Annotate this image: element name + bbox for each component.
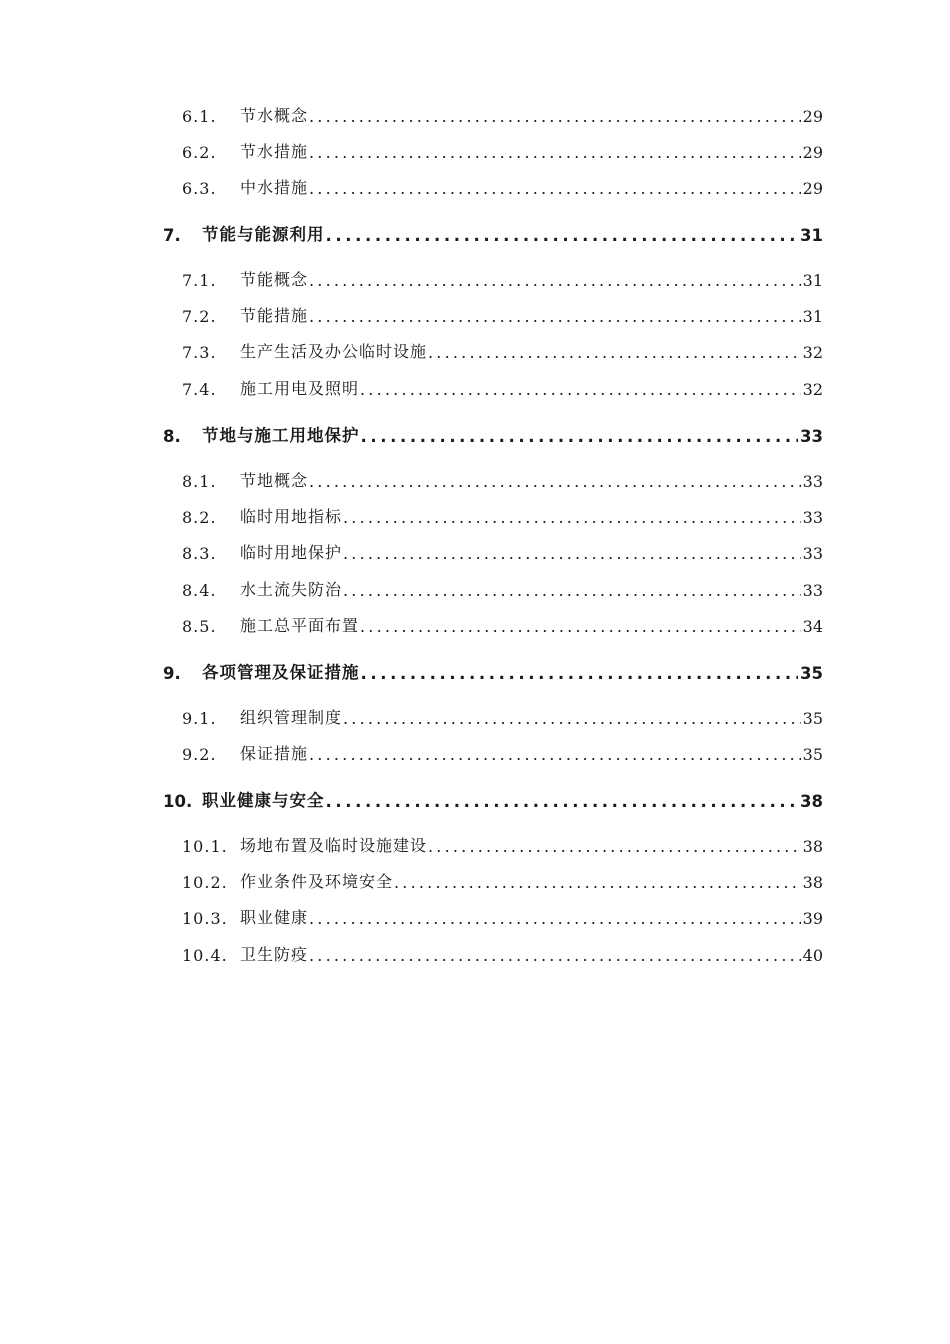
toc-entry-title: 场地布置及临时设施建设 (240, 836, 428, 855)
toc-entry-number: 9.1. (182, 709, 217, 728)
toc-leader-dots (343, 508, 801, 527)
toc-leader-dots (309, 472, 801, 491)
toc-entry-number: 6.3. (182, 179, 217, 198)
toc-leader-dots (360, 617, 801, 636)
toc-entry-number: 10.4. (182, 946, 228, 965)
toc-entry-title: 节能措施 (240, 306, 309, 325)
toc-entry-number: 10.2. (182, 873, 228, 892)
toc-entry-page-number: 35 (802, 745, 823, 764)
toc-entry-page-number: 40 (802, 946, 823, 965)
toc-entry-number: 7. (163, 226, 181, 245)
toc-leader-dots (326, 792, 799, 811)
toc-entry-title: 水土流失防治 (240, 580, 343, 599)
toc-entry-title: 各项管理及保证措施 (202, 663, 360, 682)
toc-leader-dots (309, 143, 801, 162)
toc-entry-page-number: 31 (802, 307, 823, 326)
toc-section-entry[interactable] (182, 373, 823, 399)
toc-entry-number: 6.2. (182, 143, 217, 162)
toc-entry-number: 8. (163, 427, 181, 446)
toc-leader-dots (309, 179, 801, 198)
toc-section-entry[interactable] (182, 866, 823, 892)
toc-entry-number: 9. (163, 664, 181, 683)
toc-entry-page-number: 29 (802, 143, 823, 162)
toc-entry-number: 8.2. (182, 508, 217, 527)
toc-entry-title: 卫生防疫 (240, 945, 309, 964)
toc-entry-number: 10. (163, 792, 193, 811)
toc-section-entry[interactable] (182, 702, 823, 728)
toc-entry-title: 生产生活及办公临时设施 (240, 342, 428, 361)
toc-chapter-entry[interactable] (163, 420, 823, 446)
toc-entry-number: 7.3. (182, 343, 217, 362)
toc-leader-dots (309, 271, 801, 290)
toc-entry-page-number: 35 (802, 709, 823, 728)
toc-leader-dots (361, 427, 799, 446)
toc-entry-page-number: 33 (802, 581, 823, 600)
toc-entry-title: 临时用地指标 (240, 507, 343, 526)
toc-entry-number: 7.4. (182, 380, 217, 399)
toc-entry-title: 节水概念 (240, 106, 309, 125)
toc-entry-page-number: 33 (800, 427, 823, 446)
toc-leader-dots (343, 581, 801, 600)
toc-section-entry[interactable] (182, 537, 823, 563)
toc-section-entry[interactable] (182, 136, 823, 162)
toc-entry-title: 施工总平面布置 (240, 616, 360, 635)
toc-entry-page-number: 33 (802, 508, 823, 527)
toc-entry-page-number: 34 (802, 617, 823, 636)
toc-section-entry[interactable] (182, 465, 823, 491)
toc-entry-title: 保证措施 (240, 744, 309, 763)
toc-entry-page-number: 38 (802, 837, 823, 856)
toc-entry-number: 6.1. (182, 107, 217, 126)
toc-section-entry[interactable] (182, 610, 823, 636)
toc-entry-page-number: 31 (802, 271, 823, 290)
toc-leader-dots (309, 307, 801, 326)
toc-entry-page-number: 38 (802, 873, 823, 892)
toc-entry-title: 作业条件及环境安全 (240, 872, 394, 891)
toc-leader-dots (309, 107, 801, 126)
toc-entry-page-number: 32 (802, 343, 823, 362)
toc-leader-dots (309, 946, 801, 965)
toc-entry-title: 职业健康 (240, 908, 309, 927)
toc-entry-page-number: 38 (800, 792, 823, 811)
toc-entry-title: 组织管理制度 (240, 708, 343, 727)
toc-entry-page-number: 32 (802, 380, 823, 399)
toc-leader-dots (428, 343, 801, 362)
toc-section-entry[interactable] (182, 300, 823, 326)
toc-section-entry[interactable] (182, 501, 823, 527)
toc-entry-page-number: 33 (802, 544, 823, 563)
toc-chapter-entry[interactable] (163, 219, 823, 245)
toc-leader-dots (394, 873, 801, 892)
toc-entry-page-number: 31 (800, 226, 823, 245)
toc-section-entry[interactable] (182, 830, 823, 856)
toc-entry-number: 8.3. (182, 544, 217, 563)
toc-entry-number: 7.1. (182, 271, 217, 290)
toc-leader-dots (343, 544, 801, 563)
toc-leader-dots (343, 709, 801, 728)
toc-entry-number: 9.2. (182, 745, 217, 764)
toc-entry-number: 10.3. (182, 909, 228, 928)
toc-entry-title: 节能概念 (240, 270, 309, 289)
toc-chapter-entry[interactable] (163, 657, 823, 683)
toc-section-entry[interactable] (182, 100, 823, 126)
toc-entry-title: 节水措施 (240, 142, 309, 161)
toc-entry-page-number: 29 (802, 107, 823, 126)
toc-entry-number: 8.5. (182, 617, 217, 636)
toc-entry-title: 节能与能源利用 (202, 225, 325, 244)
toc-entry-number: 8.1. (182, 472, 217, 491)
toc-chapter-entry[interactable] (163, 785, 823, 811)
toc-leader-dots (309, 909, 801, 928)
toc-leader-dots (309, 745, 801, 764)
toc-entry-title: 职业健康与安全 (202, 791, 325, 810)
toc-entry-title: 节地概念 (240, 471, 309, 490)
toc-entry-number: 10.1. (182, 837, 228, 856)
toc-entry-number: 8.4. (182, 581, 217, 600)
toc-section-entry[interactable] (182, 172, 823, 198)
toc-entry-page-number: 35 (800, 664, 823, 683)
toc-entry-page-number: 39 (802, 909, 823, 928)
toc-section-entry[interactable] (182, 574, 823, 600)
toc-entry-page-number: 29 (802, 179, 823, 198)
toc-leader-dots (361, 664, 799, 683)
toc-section-entry[interactable] (182, 939, 823, 965)
toc-entry-title: 临时用地保护 (240, 543, 343, 562)
toc-leader-dots (326, 226, 799, 245)
toc-section-entry[interactable] (182, 264, 823, 290)
toc-entry-title: 施工用电及照明 (240, 379, 360, 398)
toc-section-entry[interactable] (182, 336, 823, 362)
toc-section-entry[interactable] (182, 738, 823, 764)
toc-leader-dots (428, 837, 801, 856)
toc-leader-dots (360, 380, 801, 399)
toc-section-entry[interactable] (182, 902, 823, 928)
toc-entry-page-number: 33 (802, 472, 823, 491)
toc-entry-number: 7.2. (182, 307, 217, 326)
toc-entry-title: 节地与施工用地保护 (202, 426, 360, 445)
toc-entry-title: 中水措施 (240, 178, 309, 197)
